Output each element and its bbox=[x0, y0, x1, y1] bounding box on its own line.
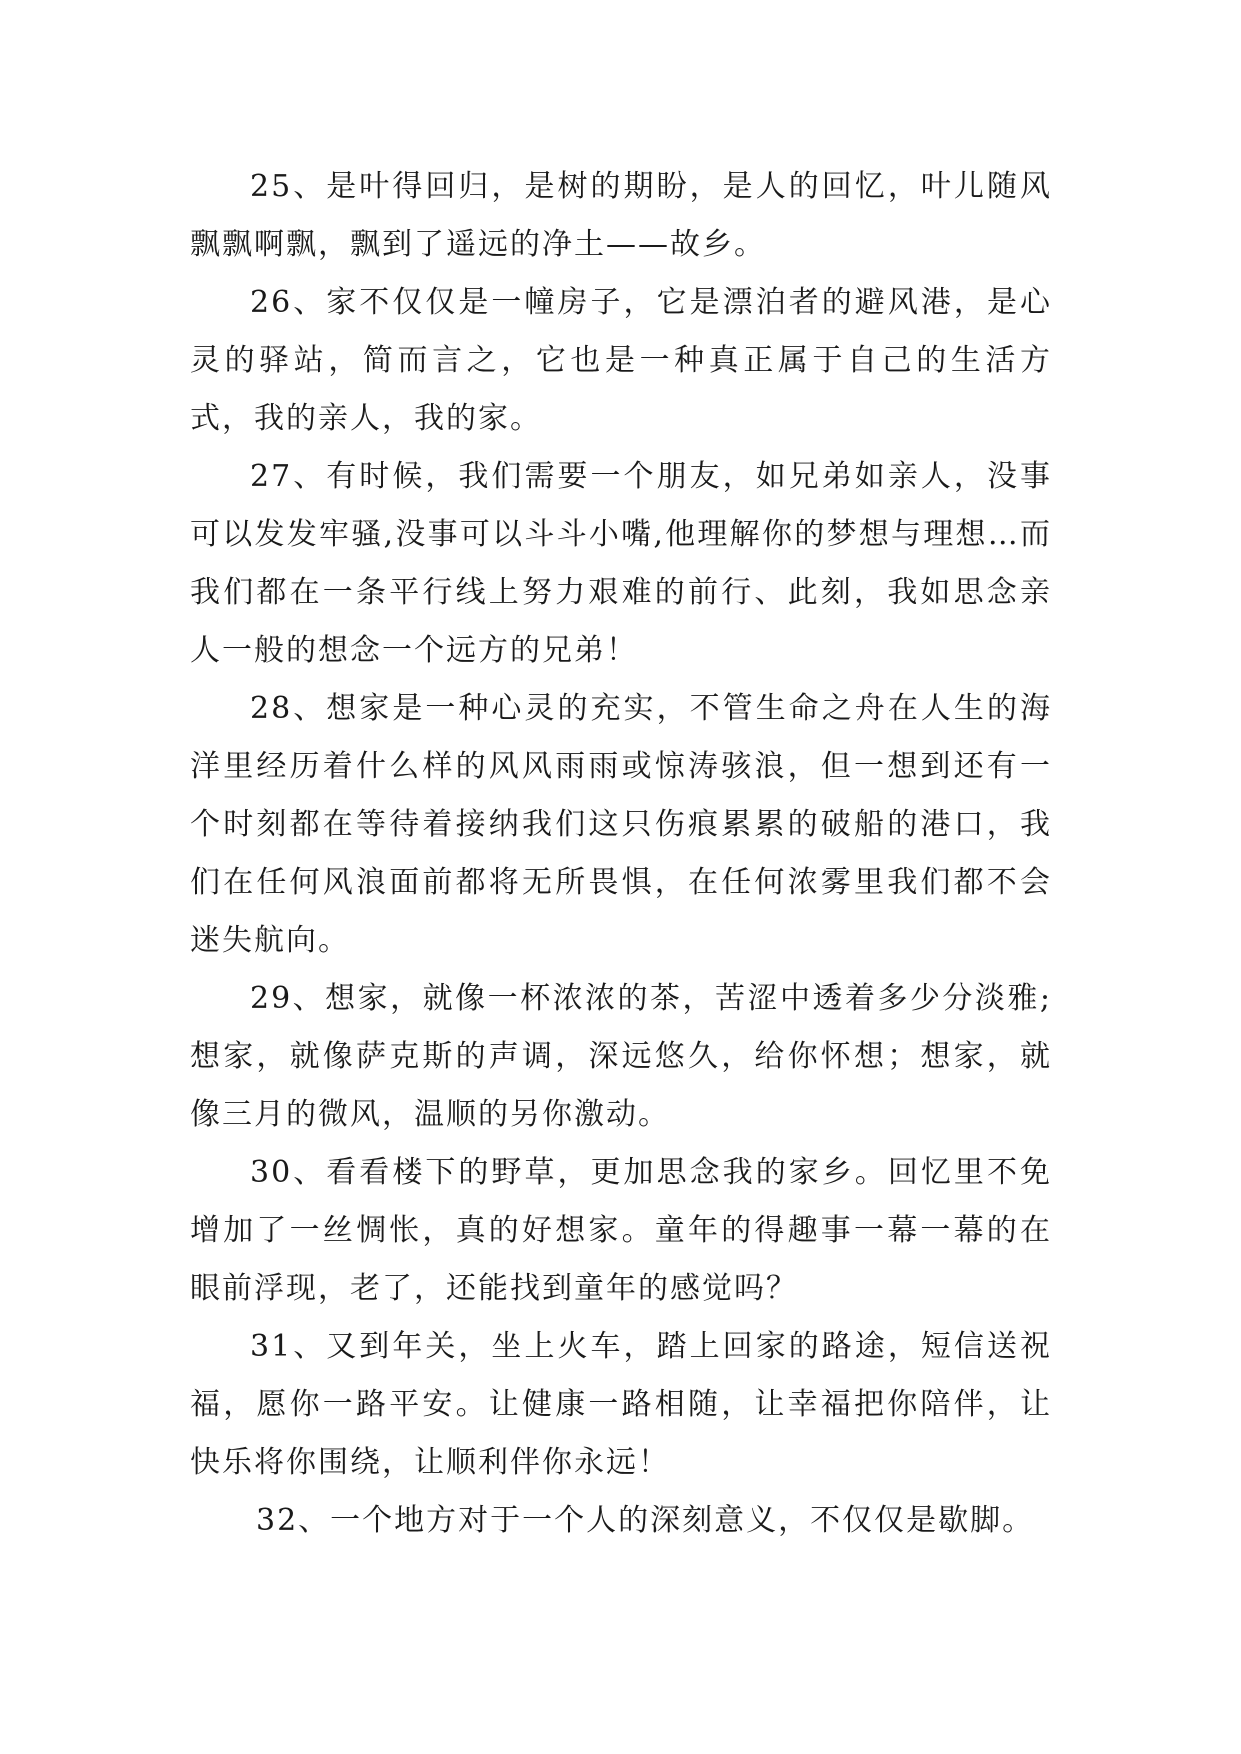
paragraph-27: 27、有时候，我们需要一个朋友，如兄弟如亲人，没事可以发发牢骚,没事可以斗斗小嘴,他理解你的梦想与理想…而我们都在一条平行线上努力艰难的前行、此刻，我如思念亲人一般的想念一个远方的兄弟！ bbox=[190, 459, 1052, 668]
paragraph-25: 25、是叶得回归，是树的期盼，是人的回忆，叶儿随风飘飘啊飘，飘到了遥远的净土——故乡。 bbox=[190, 169, 1052, 262]
paragraph-29: 29、想家，就像一杯浓浓的茶，苦涩中透着多少分淡雅;想家，就像萨克斯的声调，深远悠久，给你怀想；想家，就像三月的微风，温顺的另你激动。 bbox=[190, 981, 1052, 1132]
paragraph-32: 32、一个地方对于一个人的深刻意义，不仅仅是歇脚。 bbox=[256, 1503, 1035, 1538]
paragraph-31: 31、又到年关，坐上火车，踏上回家的路途，短信送祝福，愿你一路平安。让健康一路相随，让幸福把你陪伴，让快乐将你围绕，让顺利伴你永远！ bbox=[190, 1329, 1052, 1480]
paragraph-26: 26、家不仅仅是一幢房子，它是漂泊者的避风港，是心灵的驿站，简而言之，它也是一种真正属于自己的生活方式，我的亲人，我的家。 bbox=[190, 285, 1052, 436]
paragraph-28: 28、想家是一种心灵的充实，不管生命之舟在人生的海洋里经历着什么样的风风雨雨或惊涛骇浪，但一想到还有一个时刻都在等待着接纳我们这只伤痕累累的破船的港口，我们在任何风浪面前都将无所畏惧，在任何浓雾里我们都不会迷失航向。 bbox=[190, 691, 1052, 958]
paragraph-30: 30、看看楼下的野草，更加思念我的家乡。回忆里不免增加了一丝惆怅，真的好想家。童年的得趣事一幕一幕的在眼前浮现，老了，还能找到童年的感觉吗？ bbox=[190, 1155, 1052, 1306]
document-body bbox=[190, 158, 1052, 1550]
